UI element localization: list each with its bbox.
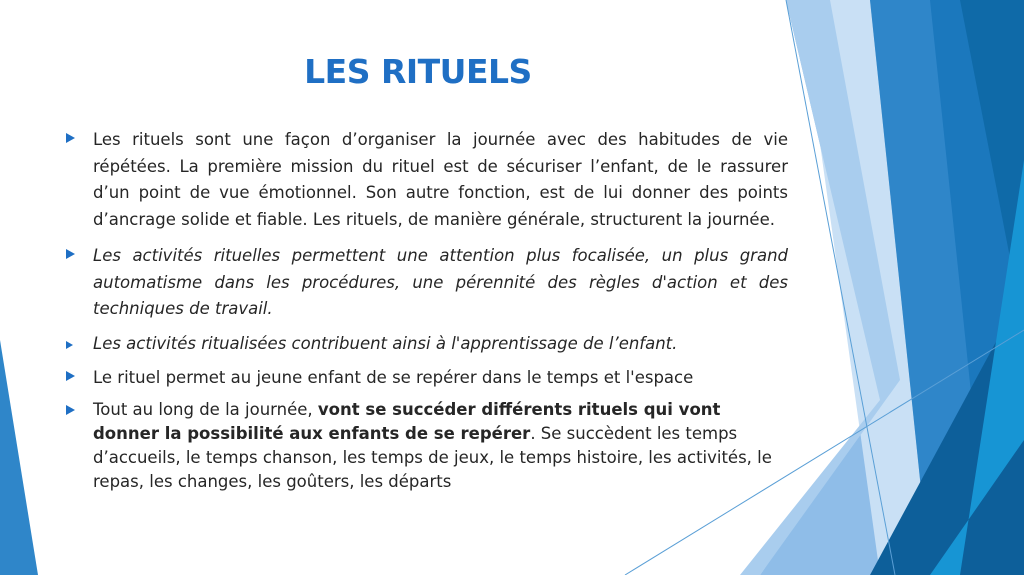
arrow-right-icon xyxy=(66,133,75,143)
arrow-right-icon xyxy=(66,371,75,381)
bullet-item xyxy=(64,127,788,233)
bullet-text: Le rituel permet au jeune enfant de se repérer dans le temps et l'espace xyxy=(93,367,694,387)
bullet-item xyxy=(64,331,788,357)
arrow-right-icon xyxy=(66,405,75,415)
bullet-text: Les activités ritualisées contribuent ainsi à l'apprentissage de l’enfant. xyxy=(93,333,678,353)
bullet-item xyxy=(64,243,788,323)
arrow-right-icon xyxy=(66,341,73,349)
left-edge-accent xyxy=(0,340,38,575)
bullet-text-before: Tout au long de la journée, xyxy=(93,399,318,419)
bullet-item xyxy=(64,365,788,391)
bullet-text-bold: vont se succéder différents rituels qui vont donner la possibilité aux enfants de se repérer xyxy=(93,399,721,443)
bullet-text-after: . Se succèdent les temps d’accueils, le temps chanson, les temps de jeux, le temps histoire, les activités, le repas, les changes, les goûters, les départs xyxy=(93,423,772,491)
bullet-item xyxy=(64,398,788,494)
slide-title: LES RITUELS xyxy=(304,52,532,91)
bullet-text: Les activités rituelles permettent une attention plus focalisée, un plus grand automatisme dans les procédures, une pérennité des règles d'action et des techniques de travail. xyxy=(93,246,788,318)
bullet-text: Les rituels sont une façon d’organiser la journée avec des habitudes de vie répétées. La première mission du rituel est de sécuriser l’enfant, de le rassurer d’un point de vue émotionnel. Son autre fonction, est de lui donner des points d’ancrage solide et fiable. Les rituels, de manière générale, structurent la journée. xyxy=(93,130,788,229)
arrow-right-icon xyxy=(66,249,75,259)
bullet-list xyxy=(64,127,788,494)
